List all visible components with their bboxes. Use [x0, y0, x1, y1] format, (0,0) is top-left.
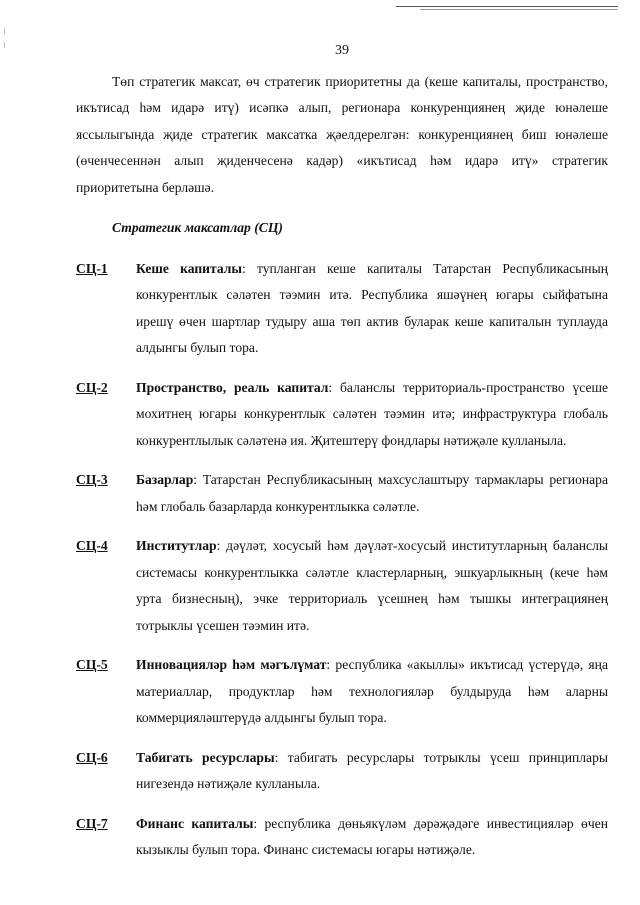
goal-code: СЦ-5: [76, 657, 108, 672]
page-number: 39: [335, 43, 349, 58]
goal-body: [136, 467, 608, 520]
goal-description: : Татарстан Республикасының махсуслаштыру тармаклары регионара һәм глобаль базарларда конкурентлыкка сәләтле.: [136, 472, 608, 514]
goal-body: [136, 256, 608, 362]
goal-description: : дәүләт, хосусый һәм дәүләт-хосусый институтларның балансл​ы системасы конкурентлыкка сәләтле кластерларның, эшкуарлыкның (кече һәм урта бизнесның), эчке территориаль үсешнең һәм тышкы интеграциянең тотрыклы үсешен тәэмин итә.: [136, 538, 608, 633]
goal-name: Финанс капиталы: [136, 815, 254, 831]
goal-sc1: [76, 256, 608, 362]
goal-sc4: [76, 533, 608, 639]
document-page: [76, 38, 608, 877]
header-rule: [396, 6, 618, 7]
margin-mark: [4, 42, 5, 48]
section-title: Стратегик максатлар (СЦ): [112, 220, 283, 235]
goal-description: : балансл​ы территориаль-пространство үсеше мохитнең югары конкурентлык сәләтен тәэмин итә; инфраструктура глобаль конкурентлылык сәләтенә ия. Җитештерү фондлары нәтиҗәле кулланыла.: [136, 379, 608, 448]
goal-name: Инновацияләр һәм мәгълүмат: [136, 657, 327, 672]
intro-paragraph: Төп стратегик максат, өч стратегик приоритетны да (кеше капиталы, пространство, икътисад һәм идарә итү) исәпкә алып, регионара конкуренциянең җиде юнәлеше яссылыгында җиде стратегик максатка җәелдерелгән: конкуренциянең биш юнәлеше (өченчесеннән алып җиденчесенә кадәр) «икътисад һәм идарә итү» стратегик приоритетына берләшә.: [76, 73, 608, 195]
goal-sc2: [76, 375, 608, 455]
goal-sc6: [76, 745, 608, 798]
goal-code: СЦ-3: [76, 472, 108, 487]
goal-description: : табигать ресурслары тотрыклы үсеш принциплары нигезендә нәтиҗәле кулланыла.: [136, 749, 609, 791]
goal-name: Пространство, реаль капитал: [136, 379, 329, 395]
goal-body: [136, 745, 608, 798]
goal-description: : республика «акыллы» икътисад үстерүдә, яңа материаллар, продуктлар һәм технологияләр булдыруда һәм аларны коммерцияләштерүдә алдынгы булып тора.: [136, 657, 608, 725]
goal-description: : тупланган кеше капиталы Татарстан Республикасының конкурентлык сәләтен тәэмин итә. Республика яшәүнең югары сыйфатына ирешү өчен шартлар тудыру аша төп актив буларак кеше капиталын туплауда алдынгы булып тора.: [136, 260, 608, 355]
goal-code: СЦ-4: [76, 538, 108, 553]
goal-body: [136, 811, 608, 864]
goal-body: [136, 533, 608, 639]
goal-body: [136, 652, 608, 732]
goal-sc7: [76, 811, 608, 864]
goal-name: Кеше капиталы: [136, 260, 242, 276]
goal-name: Институтлар: [136, 538, 217, 553]
goal-sc5: [76, 652, 608, 732]
goal-sc3: [76, 467, 608, 520]
goal-code: СЦ-6: [76, 749, 108, 765]
goal-code: СЦ-7: [76, 815, 108, 831]
goal-name: Табигать ресурслары: [136, 749, 275, 765]
goal-code: СЦ-2: [76, 379, 108, 395]
header-rule-secondary: [420, 9, 618, 10]
goal-code: СЦ-1: [76, 260, 108, 276]
goal-name: Базарлар: [136, 472, 194, 487]
margin-mark: [4, 28, 5, 34]
goal-body: [136, 375, 608, 455]
goal-description: : республика дөньякүләм дәрәҗәдәге инвестицияләр өчен кызыклы булып тора. Финанс системасы югары нәтиҗәле.: [136, 815, 609, 857]
